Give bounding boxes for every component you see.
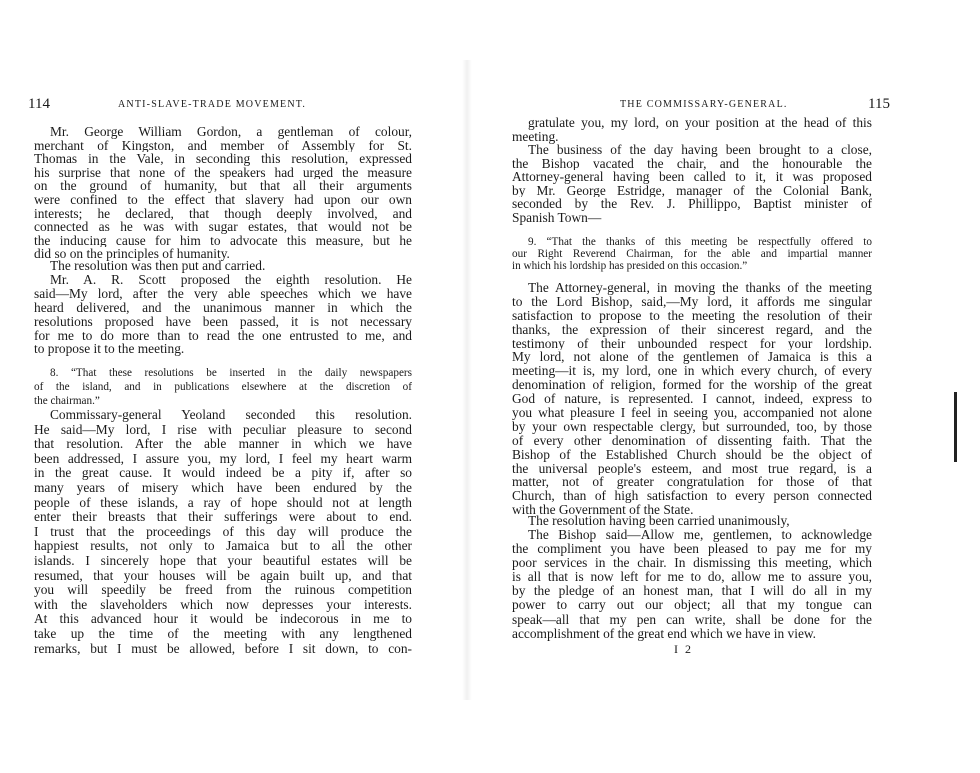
text-line: by Mr. George Estridge, manager of the Colonial Bank,	[512, 183, 872, 198]
text-line: the inducing cause for him to advocate this measure, but he	[34, 233, 412, 248]
text-line: you what pleasure I feel in seeing you, accompanied not alone	[512, 406, 872, 420]
text-line: in which his lordship has presided on this occasion.”	[512, 260, 748, 273]
text-line: The resolution having been carried unanimously,	[528, 514, 790, 528]
text-line: with the slaveholders which now depresses your interests.	[34, 597, 412, 612]
text-line: Thomas in the Vale, in seconding this resolution, expressed	[34, 152, 412, 166]
text-line: many years of misery which have been endured by the	[34, 480, 412, 495]
text-line: connected as he was with sugar estates, that would not be	[34, 220, 412, 234]
text-line: poor services in the chair. In dismissing this meeting, which	[512, 556, 872, 571]
text-line: My lord, not alone of the gentlemen of Jamaica is this a	[512, 350, 872, 365]
text-line: to the Lord Bishop, said,—My lord, it affords me singular	[512, 294, 872, 309]
paragraph	[512, 116, 872, 144]
text-line: his surprise that none of the speakers had urged the measure	[34, 165, 412, 180]
text-line: The Attorney-general, in moving the thanks of the meeting	[528, 281, 872, 295]
text-line: The business of the day having been brought to a close,	[528, 143, 872, 157]
text-line: He said—My lord, I rise with peculiar pleasure to second	[34, 422, 412, 437]
text-line: with the Government of the State.	[512, 503, 694, 518]
text-line: resumed, that your houses will be again built up, and that	[34, 568, 412, 583]
text-line: thanks, the expression of their sincerest regard, and the	[512, 322, 872, 337]
running-head: THE COMMISSARY-GENERAL.	[620, 99, 788, 110]
paragraph	[34, 125, 412, 261]
text-line: At this advanced hour it would be indecorous in me to	[34, 612, 412, 627]
paragraph	[34, 273, 412, 356]
resolution-quote	[512, 236, 872, 273]
text-line: Attorney-general having been called to it, it was proposed	[512, 170, 872, 184]
paragraph	[512, 514, 872, 528]
text-line: the Bishop vacated the chair, and the honourable the	[512, 156, 872, 171]
text-line: the chairman.”	[34, 395, 100, 408]
text-line: Mr. A. R. Scott proposed the eighth resolution. He	[50, 273, 412, 287]
text-line: power to carry out our object; all that my tongue can	[512, 598, 872, 613]
signature-mark: I 2	[674, 642, 693, 656]
text-line: been addressed, I assure you, my lord, I feel my heart warm	[34, 451, 412, 466]
text-line: 8. “That these resolutions be inserted in the daily newspapers	[50, 367, 412, 379]
text-line: speak—all that my pen can write, shall be done for the	[512, 612, 872, 627]
paragraph	[512, 143, 872, 225]
text-line: the universal people's esteem, and most true regard, is a	[512, 461, 872, 476]
text-line: to propose it to the meeting.	[34, 342, 185, 357]
text-line: take up the time of the meeting with any lengthened	[34, 626, 412, 641]
text-line: remarks, but I must be allowed, before I sit down, to con-	[34, 641, 412, 656]
text-line: matter, not of greater congratulation for those of that	[512, 475, 872, 490]
text-line: on the ground of humanity, but that all their arguments	[34, 179, 412, 193]
running-head: ANTI-SLAVE-TRADE MOVEMENT.	[118, 99, 307, 110]
right-page	[470, 0, 980, 773]
text-line: said—My lord, after the very able speeches which we have	[34, 286, 412, 301]
text-line: in the great cause. It would indeed be a pity if, after so	[34, 466, 412, 481]
paragraph	[34, 408, 412, 656]
paragraph	[512, 528, 872, 641]
text-line: meeting—it is, my lord, one in which every church, of every	[512, 364, 872, 379]
text-line: you will speedily be freed from the ruinous competition	[34, 583, 412, 598]
paragraph	[34, 259, 412, 273]
text-line: Bishop of the Established Church should be the object of	[512, 447, 872, 462]
text-line: testimony of their unbounded respect for your lordship.	[512, 336, 872, 351]
text-line: happiest results, not only to Jamaica but to all the other	[34, 539, 412, 554]
text-line: the compliment you have been pleased to pay me for my	[512, 542, 872, 557]
text-line: I trust that the proceedings of this day will produce the	[34, 524, 412, 539]
text-line: God of nature, is represented. I cannot, indeed, express to	[512, 392, 872, 407]
text-line: Church, than of high satisfaction to every person connected	[512, 489, 872, 504]
text-line: our Right Reverend Chairman, for the able and impartial manner	[512, 248, 872, 261]
text-line: gratulate you, my lord, on your position at the head of this	[528, 116, 872, 130]
text-line: by your own respectable clergy, but surrounded, too, by those	[512, 419, 872, 434]
resolution-quote	[34, 366, 412, 409]
text-line: interests; he declared, that though deeply involved, and	[34, 206, 412, 221]
text-line: of every other denomination of dissenting faith. That the	[512, 433, 872, 448]
text-line: Mr. George William Gordon, a gentleman of colour,	[50, 125, 412, 139]
text-line: by the pledge of an honest man, that I will do all in my	[512, 584, 872, 599]
left-page	[0, 0, 470, 773]
text-line: accomplishment of the great end which we have in view.	[512, 626, 817, 641]
text-line: for me to do more than to read the one entrusted to me, and	[34, 328, 412, 343]
text-line: that resolution. After the able manner in which we have	[34, 437, 412, 452]
page-number: 115	[868, 96, 890, 112]
text-line: is all that is now left for me to do, allow me to assure you,	[512, 570, 872, 585]
text-line: resolutions proposed have been passed, it is not necessary	[34, 314, 412, 329]
text-line: 9. “That the thanks of this meeting be respectfully offered to	[528, 236, 872, 248]
text-line: meeting.	[512, 130, 559, 144]
text-line: satisfaction to propose to the meeting the resolution of their	[512, 308, 872, 323]
text-line: were confined to the effect that slavery had upon our own	[34, 192, 412, 207]
text-line: enter their breasts that their sufferings were about to end.	[34, 510, 412, 525]
text-line: of the island, and in publications elsewhere at the discretion of	[34, 381, 412, 394]
text-line: seconded by the Rev. J. Phillippo, Baptist minister of	[512, 197, 872, 211]
page-number: 114	[28, 96, 50, 112]
text-line: denomination of religion, formed for the worship of the great	[512, 378, 872, 393]
text-line: Spanish Town—	[512, 210, 602, 225]
text-line: islands. I sincerely hope that your beautiful estates will be	[34, 553, 412, 568]
text-line: The resolution was then put and carried.	[50, 259, 266, 273]
text-line: heard delivered, and the unanimous manner in which the	[34, 300, 412, 315]
text-line: The Bishop said—Allow me, gentlemen, to acknowledge	[528, 528, 872, 542]
text-line: did so on the principles of humanity.	[34, 247, 230, 261]
text-line: people of these islands, a ray of hope should not at length	[34, 495, 412, 510]
paragraph	[512, 281, 872, 517]
text-line: Commissary-general Yeoland seconded this resolution.	[50, 408, 412, 422]
text-line: merchant of Kingston, and member of Assembly for St.	[34, 138, 412, 153]
